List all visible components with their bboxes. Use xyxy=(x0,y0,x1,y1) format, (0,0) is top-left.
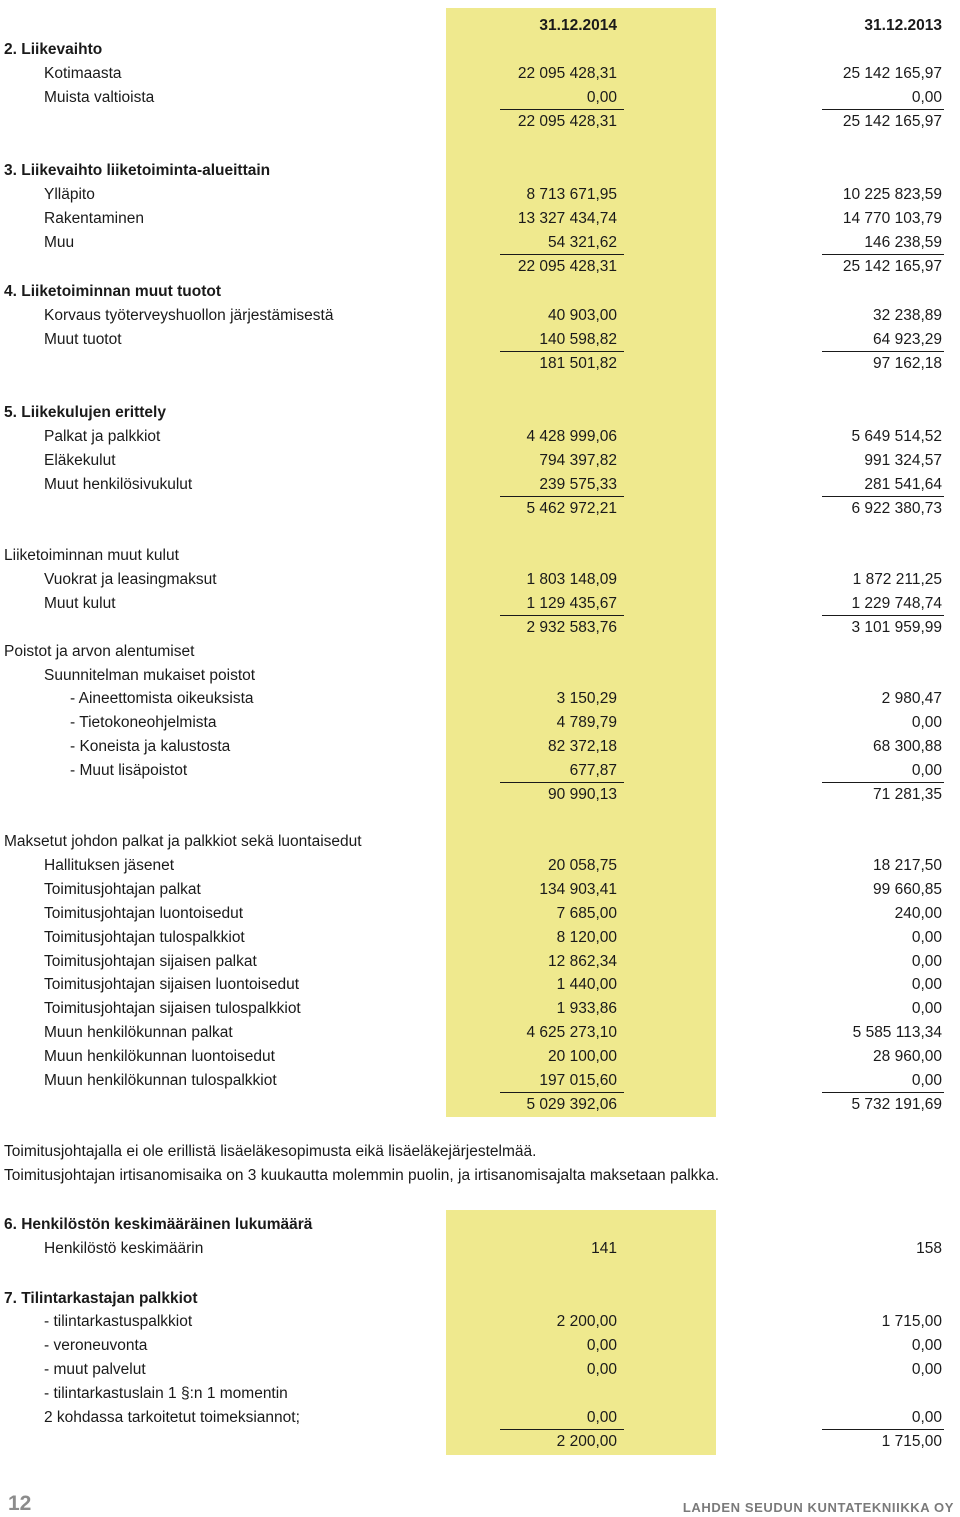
section-6-title: 6. Henkilöstön keskimääräinen lukumäärä xyxy=(4,1216,313,1233)
value-2013: 64 923,29 xyxy=(873,331,942,348)
value-2014: 4 625 273,10 xyxy=(526,1024,617,1041)
value-2013: 0,00 xyxy=(911,1072,942,1089)
row-label: Muut kulut xyxy=(44,595,116,612)
underline xyxy=(500,1429,624,1430)
value-2013: 0,00 xyxy=(911,929,942,946)
row-label: Muun henkilökunnan luontoisedut xyxy=(44,1048,275,1065)
row-label: Toimitusjohtajan palkat xyxy=(44,881,201,898)
section-7-title: 7. Tilintarkastajan palkkiot xyxy=(4,1290,198,1307)
underline xyxy=(822,254,944,255)
value-2013: 158 xyxy=(916,1240,942,1257)
value-2013: 10 225 823,59 xyxy=(842,186,942,203)
underline xyxy=(500,615,624,616)
row-label: - veroneuvonta xyxy=(44,1337,148,1354)
underline xyxy=(822,615,944,616)
table-row xyxy=(0,881,960,903)
row-label: - tilintarkastuslain 1 §:n 1 momentin xyxy=(44,1385,288,1402)
value-2013: 0,00 xyxy=(911,1000,942,1017)
table-row xyxy=(0,331,960,353)
value-2013: 146 238,59 xyxy=(864,234,942,251)
total-row xyxy=(0,1096,960,1118)
section-3-title: 3. Liikevaihto liiketoiminta-alueittain xyxy=(4,162,271,179)
section-title xyxy=(0,643,960,665)
value-2013: 0,00 xyxy=(911,976,942,993)
note-text: Toimitusjohtajalla ei ole erillistä lisäeläkesopimusta eikä lisäeläkejärjestelmää. xyxy=(4,1143,537,1160)
value-2014: 40 903,00 xyxy=(548,307,617,324)
row-label: Muu xyxy=(44,234,75,251)
depreciation-subtitle: Suunnitelman mukaiset poistot xyxy=(44,667,256,684)
table-row xyxy=(0,905,960,927)
note-text: Toimitusjohtajan irtisanomisaika on 3 kuukautta molemmin puolin, ja irtisanomisajalta maksetaan palkka. xyxy=(4,1167,720,1184)
value-2013: 281 541,64 xyxy=(864,476,942,493)
total-2014: 90 990,13 xyxy=(548,786,617,803)
value-2013: 1 229 748,74 xyxy=(851,595,942,612)
section-title xyxy=(0,833,960,855)
value-2014: 134 903,41 xyxy=(539,881,617,898)
table-row xyxy=(0,428,960,450)
value-2014: 239 575,33 xyxy=(539,476,617,493)
section-title xyxy=(0,404,960,426)
total-row xyxy=(0,113,960,135)
total-row xyxy=(0,786,960,808)
value-2014: 140 598,82 xyxy=(539,331,617,348)
underline xyxy=(822,782,944,783)
depreciation-title: Poistot ja arvon alentumiset xyxy=(4,643,195,660)
value-2014: 13 327 434,74 xyxy=(517,210,617,227)
value-2014: 197 015,60 xyxy=(539,1072,617,1089)
page-number: 12 xyxy=(8,1492,32,1515)
value-2014: 4 428 999,06 xyxy=(526,428,617,445)
total-2013: 97 162,18 xyxy=(873,355,942,372)
total-2013: 6 922 380,73 xyxy=(851,500,942,517)
total-2013: 3 101 959,99 xyxy=(851,619,942,636)
total-2014: 2 932 583,76 xyxy=(526,619,617,636)
underline xyxy=(822,109,944,110)
value-2014: 3 150,29 xyxy=(556,690,617,707)
value-2014: 0,00 xyxy=(586,89,617,106)
table-row xyxy=(0,1409,960,1431)
value-2013: 0,00 xyxy=(911,1361,942,1378)
row-label: Eläkekulut xyxy=(44,452,116,469)
value-2013: 2 980,47 xyxy=(881,690,942,707)
row-label: Ylläpito xyxy=(44,186,95,203)
table-row xyxy=(0,857,960,879)
row-label: Muun henkilökunnan tulospalkkiot xyxy=(44,1072,277,1089)
underline xyxy=(822,1092,944,1093)
row-label: Palkat ja palkkiot xyxy=(44,428,161,445)
table-row xyxy=(0,476,960,498)
row-label: Muut tuotot xyxy=(44,331,122,348)
table-row xyxy=(0,1072,960,1094)
row-label: - Tietokoneohjelmista xyxy=(70,714,217,731)
value-2014: 20 100,00 xyxy=(548,1048,617,1065)
value-2014: 22 095 428,31 xyxy=(517,65,617,82)
underline xyxy=(500,782,624,783)
table-row xyxy=(0,234,960,256)
total-row xyxy=(0,355,960,377)
value-2013: 0,00 xyxy=(911,89,942,106)
value-2014: 0,00 xyxy=(586,1409,617,1426)
section-2-title: 2. Liikevaihto xyxy=(4,41,103,58)
row-label: Muut henkilösivukulut xyxy=(44,476,193,493)
table-row xyxy=(0,953,960,975)
underline xyxy=(500,254,624,255)
table-row xyxy=(0,762,960,784)
value-2013: 0,00 xyxy=(911,1337,942,1354)
value-2014: 82 372,18 xyxy=(548,738,617,755)
value-2014: 0,00 xyxy=(586,1337,617,1354)
value-2014: 2 200,00 xyxy=(556,1313,617,1330)
value-2013: 68 300,88 xyxy=(873,738,942,755)
value-2013: 1 715,00 xyxy=(881,1313,942,1330)
column-header-2014: 31.12.2014 xyxy=(539,17,617,34)
table-row xyxy=(0,976,960,998)
value-2014: 54 321,62 xyxy=(548,234,617,251)
note-line xyxy=(0,1143,960,1165)
table-row xyxy=(0,690,960,712)
table-row xyxy=(0,452,960,474)
row-label: Hallituksen jäsenet xyxy=(44,857,175,874)
total-2013: 5 732 191,69 xyxy=(851,1096,942,1113)
section-title xyxy=(0,1290,960,1312)
table-row xyxy=(0,1240,960,1262)
table-row xyxy=(0,1024,960,1046)
section-title xyxy=(0,547,960,569)
value-2014: 20 058,75 xyxy=(548,857,617,874)
table-row xyxy=(0,1048,960,1070)
section-title xyxy=(0,162,960,184)
table-row xyxy=(0,65,960,87)
table-row xyxy=(0,89,960,111)
row-label: Toimitusjohtajan sijaisen tulospalkkiot xyxy=(44,1000,301,1017)
row-label: Muun henkilökunnan palkat xyxy=(44,1024,233,1041)
value-2014: 7 685,00 xyxy=(556,905,617,922)
table-row xyxy=(0,1361,960,1383)
table-row xyxy=(0,186,960,208)
total-2014: 5 029 392,06 xyxy=(526,1096,617,1113)
column-header-row xyxy=(0,17,960,39)
value-2013: 0,00 xyxy=(911,953,942,970)
total-2014: 5 462 972,21 xyxy=(526,500,617,517)
total-2013: 25 142 165,97 xyxy=(842,113,942,130)
table-row xyxy=(0,1385,960,1407)
value-2013: 5 649 514,52 xyxy=(851,428,942,445)
row-label: Rakentaminen xyxy=(44,210,144,227)
total-row xyxy=(0,619,960,641)
other-costs-title: Liiketoiminnan muut kulut xyxy=(4,547,179,564)
underline xyxy=(500,1092,624,1093)
total-2014: 2 200,00 xyxy=(556,1433,617,1450)
value-2014: 1 933,86 xyxy=(556,1000,617,1017)
total-row xyxy=(0,500,960,522)
section-title xyxy=(0,41,960,63)
value-2013: 1 872 211,25 xyxy=(852,571,942,588)
section-4-title: 4. Liiketoiminnan muut tuotot xyxy=(4,283,221,300)
table-row xyxy=(0,714,960,736)
row-label: - Muut lisäpoistot xyxy=(70,762,188,779)
table-row xyxy=(0,571,960,593)
row-label: Kotimaasta xyxy=(44,65,122,82)
underline xyxy=(500,496,624,497)
value-2014: 8 713 671,95 xyxy=(526,186,617,203)
total-2014: 22 095 428,31 xyxy=(517,258,617,275)
table-row xyxy=(0,210,960,232)
row-label: Toimitusjohtajan tulospalkkiot xyxy=(44,929,245,946)
value-2014: 12 862,34 xyxy=(548,953,617,970)
value-2013: 25 142 165,97 xyxy=(842,65,942,82)
row-label: Henkilöstö keskimäärin xyxy=(44,1240,204,1257)
value-2014: 4 789,79 xyxy=(556,714,617,731)
company-name: LAHDEN SEUDUN KUNTATEKNIIKKA OY xyxy=(682,1500,954,1515)
total-row xyxy=(0,258,960,280)
value-2013: 32 238,89 xyxy=(873,307,942,324)
row-label: Toimitusjohtajan sijaisen palkat xyxy=(44,953,257,970)
table-row xyxy=(0,1000,960,1022)
section-title xyxy=(0,1216,960,1238)
underline xyxy=(500,109,624,110)
table-row xyxy=(0,929,960,951)
total-2013: 71 281,35 xyxy=(873,786,942,803)
total-row xyxy=(0,1433,960,1455)
row-label: - tilintarkastuspalkkiot xyxy=(44,1313,193,1330)
value-2013: 5 585 113,34 xyxy=(852,1024,942,1041)
total-2013: 25 142 165,97 xyxy=(842,258,942,275)
value-2013: 18 217,50 xyxy=(873,857,942,874)
value-2013: 991 324,57 xyxy=(864,452,942,469)
value-2014: 0,00 xyxy=(586,1361,617,1378)
row-label: - Aineettomista oikeuksista xyxy=(70,690,254,707)
row-label: - muut palvelut xyxy=(44,1361,146,1378)
row-label: - Koneista ja kalustosta xyxy=(70,738,231,755)
value-2014: 1 129 435,67 xyxy=(526,595,617,612)
underline xyxy=(500,351,624,352)
value-2014: 677,87 xyxy=(569,762,617,779)
table-row xyxy=(0,1313,960,1335)
value-2013: 0,00 xyxy=(911,714,942,731)
note-line xyxy=(0,1167,960,1189)
underline xyxy=(822,351,944,352)
row-label: 2 kohdassa tarkoitetut toimeksiannot; xyxy=(44,1409,300,1426)
sub-title xyxy=(0,667,960,689)
table-row xyxy=(0,595,960,617)
value-2014: 8 120,00 xyxy=(556,929,617,946)
total-2013: 1 715,00 xyxy=(881,1433,942,1450)
underline xyxy=(822,1429,944,1430)
column-header-2013: 31.12.2013 xyxy=(864,17,942,34)
value-2014: 141 xyxy=(591,1240,617,1257)
value-2014: 1 440,00 xyxy=(556,976,617,993)
value-2014: 794 397,82 xyxy=(539,452,617,469)
total-2014: 22 095 428,31 xyxy=(517,113,617,130)
total-2014: 181 501,82 xyxy=(539,355,617,372)
section-5-title: 5. Liikekulujen erittely xyxy=(4,404,166,421)
row-label: Vuokrat ja leasingmaksut xyxy=(44,571,217,588)
value-2013: 0,00 xyxy=(911,1409,942,1426)
value-2013: 240,00 xyxy=(894,905,942,922)
value-2014: 1 803 148,09 xyxy=(526,571,617,588)
value-2013: 0,00 xyxy=(911,762,942,779)
table-row xyxy=(0,307,960,329)
table-row xyxy=(0,738,960,760)
row-label: Toimitusjohtajan luontoisedut xyxy=(44,905,244,922)
salaries-title: Maksetut johdon palkat ja palkkiot sekä luontaisedut xyxy=(4,833,362,850)
row-label: Toimitusjohtajan sijaisen luontoisedut xyxy=(44,976,300,993)
row-label: Korvaus työterveyshuollon järjestämisestä xyxy=(44,307,334,324)
value-2013: 14 770 103,79 xyxy=(842,210,942,227)
underline xyxy=(822,496,944,497)
section-title xyxy=(0,283,960,305)
value-2013: 99 660,85 xyxy=(873,881,942,898)
table-row xyxy=(0,1337,960,1359)
value-2013: 28 960,00 xyxy=(873,1048,942,1065)
row-label: Muista valtioista xyxy=(44,89,155,106)
